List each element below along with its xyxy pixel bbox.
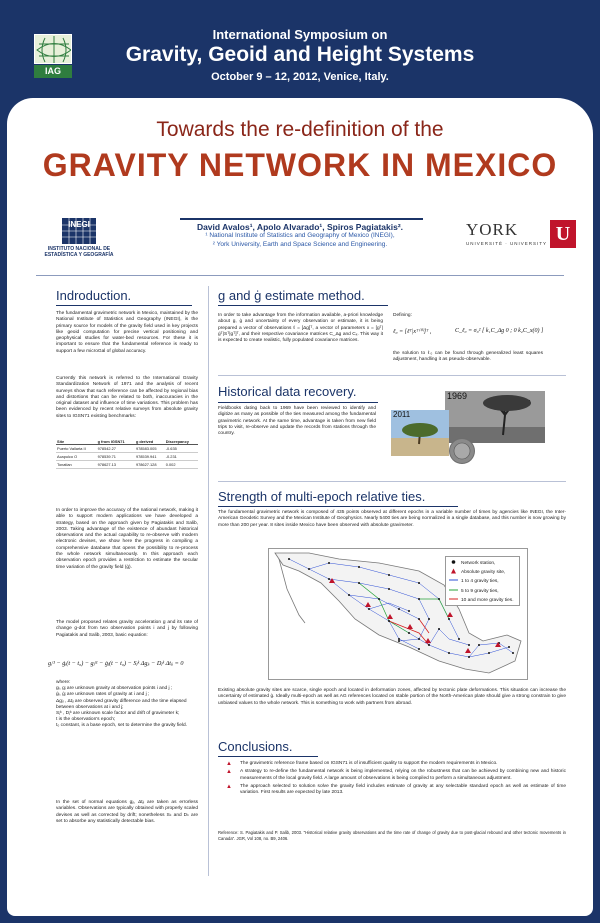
table-cell: 978627.13 (97, 461, 135, 469)
bullet-triangle-icon: ▲ (226, 769, 232, 776)
authors-block (180, 222, 420, 249)
table-cell: 978583.005 (135, 445, 165, 453)
where-item: gᵢ, gⱼ are unknown gravity at observation points i and j ; (56, 686, 173, 692)
table-cell: Acapulco O (56, 453, 97, 461)
separator-1 (218, 375, 566, 376)
col-header-site: Site (56, 439, 97, 445)
where-item: t₀ constant, is a base epoch, set to determine the gravity field. (56, 723, 188, 729)
strength-heading: Strength of multi-epoch relative ties. (218, 489, 426, 504)
legend-item (449, 568, 516, 577)
intro-paragraph-4: The model proposed relates gravity acceleration g and its rate of change g-dot from two observation points i and j by following Pagiatakis and Salib, 2003, basic equation: (56, 620, 198, 638)
introduction-heading: Indroduction. (56, 288, 132, 303)
map-legend (445, 556, 520, 606)
where-item: t is the observation's epoch; (56, 717, 116, 723)
estimate-rule (218, 305, 388, 306)
historical-rule (218, 402, 378, 403)
introduction-rule (56, 305, 192, 306)
conclusions-heading: Conclusions. (218, 739, 293, 754)
affiliation-2: ² York University, Earth and Space Science and Engineering. (212, 240, 388, 248)
content-top-rule (36, 275, 564, 276)
conference-title: Gravity, Geoid and Height Systems (125, 43, 475, 66)
estimate-after: the solution to ℓ₀ can be found through generalized least squares adjustment, handling it as pseudo-observable. (393, 351, 543, 363)
legend-item (449, 587, 516, 596)
inegi-name: INSTITUTO NACIONAL DE ESTADÍSTICA Y GEOGRAFÍA (44, 246, 114, 258)
station-dot-icon (449, 559, 458, 568)
author-names: David Avalos¹, Apolo Alvarado¹, Spiros Pagiatakis². (196, 222, 404, 232)
conference-line-1: International Symposium on (212, 27, 388, 42)
legend-label: 5 to 9 gravity ties, (461, 588, 499, 594)
table-row (56, 453, 198, 461)
york-u-mark: U (550, 220, 576, 248)
col-header-igsn71: g from IGSN71 (97, 439, 135, 445)
inegi-logo-icon (62, 218, 96, 244)
reference: Reference: S. Pagiatakis and P. Salib, 2003. "Historical relative gravity observations and the time rate of change of gravity due to post-glacial rebound and other tectonic movements in Canada". JGR, Vol 108, no. B9, 2406. (218, 830, 566, 841)
poster-header (0, 0, 600, 98)
bullet-triangle-icon: ▲ (226, 761, 232, 767)
basic-equation: gᵢᵗ¹ − ġᵢ(t − t₀) − gⱼᵗ¹ − ġⱼ(t − t₀) − Sⱼᵏ Δgⱼᵢ − Dⱼᵏ Δtⱼᵢ = 0 (48, 660, 184, 667)
blue-line-icon (449, 577, 458, 586)
table-cell: Puerto Vallarta II (56, 445, 97, 453)
legend-item (449, 596, 516, 605)
table-row (56, 461, 198, 469)
where-item: Sⱼᵏ , Dⱼᵏ are unknown scale factor and drift of gravimeter k; (56, 711, 180, 717)
poster-subtitle: Towards the re-definition of the (156, 118, 444, 141)
legend-label: 1 to 4 gravity ties, (461, 579, 499, 585)
where-block (56, 680, 201, 730)
table-row (56, 445, 198, 453)
inegi-mark (62, 218, 96, 244)
equation-cl0: C_ℓ₀ = σ₀² [ k₁C_Δg 0 ; 0 k₂C_x(0) ] (455, 328, 544, 334)
inegi-acronym: INEGI (68, 220, 90, 229)
absolute-site-triangle-icon (449, 568, 458, 577)
table-cell: -0.231 (165, 453, 198, 461)
table-cell: Tonatlan (56, 461, 97, 469)
where-item: Δgⱼᵢ , Δtⱼᵢ are observed gravity difference and the time elapsed between observations at i and j; (56, 698, 187, 710)
col-header-discrepancy: Discrepancy (165, 439, 198, 445)
green-line-icon (449, 587, 458, 596)
poster-title: GRAVITY NETWORK IN MEXICO (42, 147, 558, 183)
title-rule (180, 218, 423, 220)
legend-label: Absolute gravity site, (461, 570, 506, 576)
iag-logo-text: IAG (34, 65, 72, 78)
equation-l0: ℓ₀ = [ℓᵀ|xᵀ⁽⁰⁾]ᵀ , (393, 329, 432, 335)
benchmark-disc-icon (449, 438, 475, 464)
legend-label: 10 and more gravity ties. (461, 597, 514, 603)
red-line-icon (449, 596, 458, 605)
benchmark-photo (449, 438, 475, 464)
strength-after: Existing absolute gravity sites are scarce, single epoch and located in deformation zones, affected by tectonic plate deformations. This situation can increase the uncertainty of estimated ġ. Ideally multi-epoch as well as AG references located on stable portion of the North-American plate should give a strong constrain to give unbiased values to the whole network. This is something to work with partners from abroad. (218, 688, 566, 706)
column-divider (208, 286, 209, 876)
benchmark-table (56, 439, 198, 469)
photo-2011 (391, 410, 449, 456)
conclusion-text: A strategy to re-define the fundamental network is being implemented, relying on the robustness that can be achieved by combining new and historic measurements of the local gravity field. A large amount of observations is being compiled to perform a simultaneous adjustment. (240, 769, 566, 781)
conclusion-text: The approach selected to solution solve the gravity field includes estimate of gravity at any selectable standard epoch as well as estimate of time variation. First results are expected by late 2013. (240, 783, 566, 796)
separator-2 (218, 481, 566, 482)
historical-body: Fieldbooks dating back to 1969 have been reviewed to identify and digitize as many as possible of the ties measured among the fundamental gravimetric network. At the same time, advantage is taken from new field trips to visit, re-observe and update the records from stations through the country. (218, 406, 376, 437)
strength-rule (218, 506, 458, 507)
photo-1969 (445, 391, 545, 443)
conclusion-item (226, 769, 566, 782)
york-wordmark: YORK (466, 220, 519, 239)
conclusions-list (226, 761, 566, 798)
intro-paragraph-5: In the set of normal equations gⱼᵢ, Δtⱼᵢ are taken as errorless variables. Observations are typically obtained with properly scaled devises as well as corrected by drift; nonetheless Sₖ and Dₖ are set to absorbe any statistically detectable bias. (56, 800, 198, 824)
historical-heading: Historical data recovery. (218, 384, 357, 399)
strength-body: The fundamental gravimetric network is composed of 435 points observed at different epochs in a variable number of times by agencies like INEGI, the Inter-American Geodetic Survey and the Mexican Institute of Geophysics. Nearly 5400 ties are being normalized in a single database, and this number is now growing by more than 200 per year. 8 sites inside Mexico have been observed with absolute gravimeter. (218, 510, 566, 528)
table-cell: 0.002 (165, 461, 198, 469)
intro-paragraph-1: The fundamental gravimetric network in Mexico, maintained by the National Institute of Statistics and Geography (INEGI), is the primary source for models of the gravity field used in key projects like geoid computation for precise vertical positioning and geophysical studies for water-bed resources. For these it is important to ensure that the fundamental reference is ready to support a few microGal of global accuracy. (56, 311, 198, 354)
legend-label: Network station, (461, 561, 496, 566)
table-cell: -0.635 (165, 445, 198, 453)
legend-item (449, 559, 516, 568)
table-cell: 978539.71 (97, 453, 135, 461)
table-cell: 978627.128 (135, 461, 165, 469)
where-item: ġᵢ, ġⱼ are unknown rates of gravity at i and j ; (56, 692, 150, 698)
conclusions-rule (218, 756, 318, 757)
col-header-derived: g derived (135, 439, 165, 445)
intro-paragraph-2: Currently this network is referred to the International Gravity Standardization Network of 1971 and the analysis of recent surveys show that such reference can be affected by regional bias and distortions that can be related to both, inaccuracies in the original dataset and influence of time variations. This problem has been evidenced by recent relative surveys from absolute gravity sites to IGSN71 existing benchmarks: (56, 376, 198, 419)
year-1969-label: 1969 (447, 391, 468, 401)
york-logo (466, 220, 578, 250)
year-2011-label: 2011 (393, 410, 411, 419)
estimate-heading: g and ġ estimate method. (218, 288, 365, 303)
intro-paragraph-3: In order to improve the accuracy of the national network, making it able to support modern applications we have developed a strategy, based on the approach given by Pagiatakis and Salib, 2003. Taking advantage of the existence of abundant historical observations and the actual capability to re-observe with modern electronic devises, we show here the progress in compiling a comprehensive database that opens the possibility to re-process the whole network simultaneously. In this approach each observation epoch provides a restriction to estimate the secular time variation of the gravity field (ġ). (56, 508, 198, 570)
table-cell: 978539.941 (135, 453, 165, 461)
legend-item (449, 577, 516, 586)
estimate-body: In order to take advantage from the information available, a-priori knowledge about g, ġ and uncertainty of every observation or estimate, it is being prepared a vector of observations ℓ = [Δg]ᵀ, a vector of parameters x = [gᵀ|ġᵀ|Sᵀ|gᵀ]ᵀ, and their respective covariance matrices C_Δg and Cₓ. This way it is expected to create realistic, fully populated covariance matrices. (218, 313, 383, 344)
where-label: where: (56, 680, 71, 685)
inegi-logo (34, 218, 124, 258)
conference-dates: October 9 – 12, 2012, Venice, Italy. (211, 71, 389, 83)
conclusion-text: The gravimetric reference frame based on IGSN71 is of insufficient quality to support the modern requirements in Mexico. (240, 761, 498, 766)
bullet-triangle-icon: ▲ (226, 783, 232, 790)
affiliation-1: ¹ National Institute of Statistics and Geography of Mexico (INEGI), (205, 232, 395, 239)
conclusion-item (226, 761, 566, 767)
york-subtext: UNIVERSITÉ · UNIVERSITY (466, 241, 548, 246)
estimate-defining: Defining: (393, 313, 412, 318)
conclusion-item (226, 784, 566, 797)
table-cell: 978542.27 (97, 445, 135, 453)
